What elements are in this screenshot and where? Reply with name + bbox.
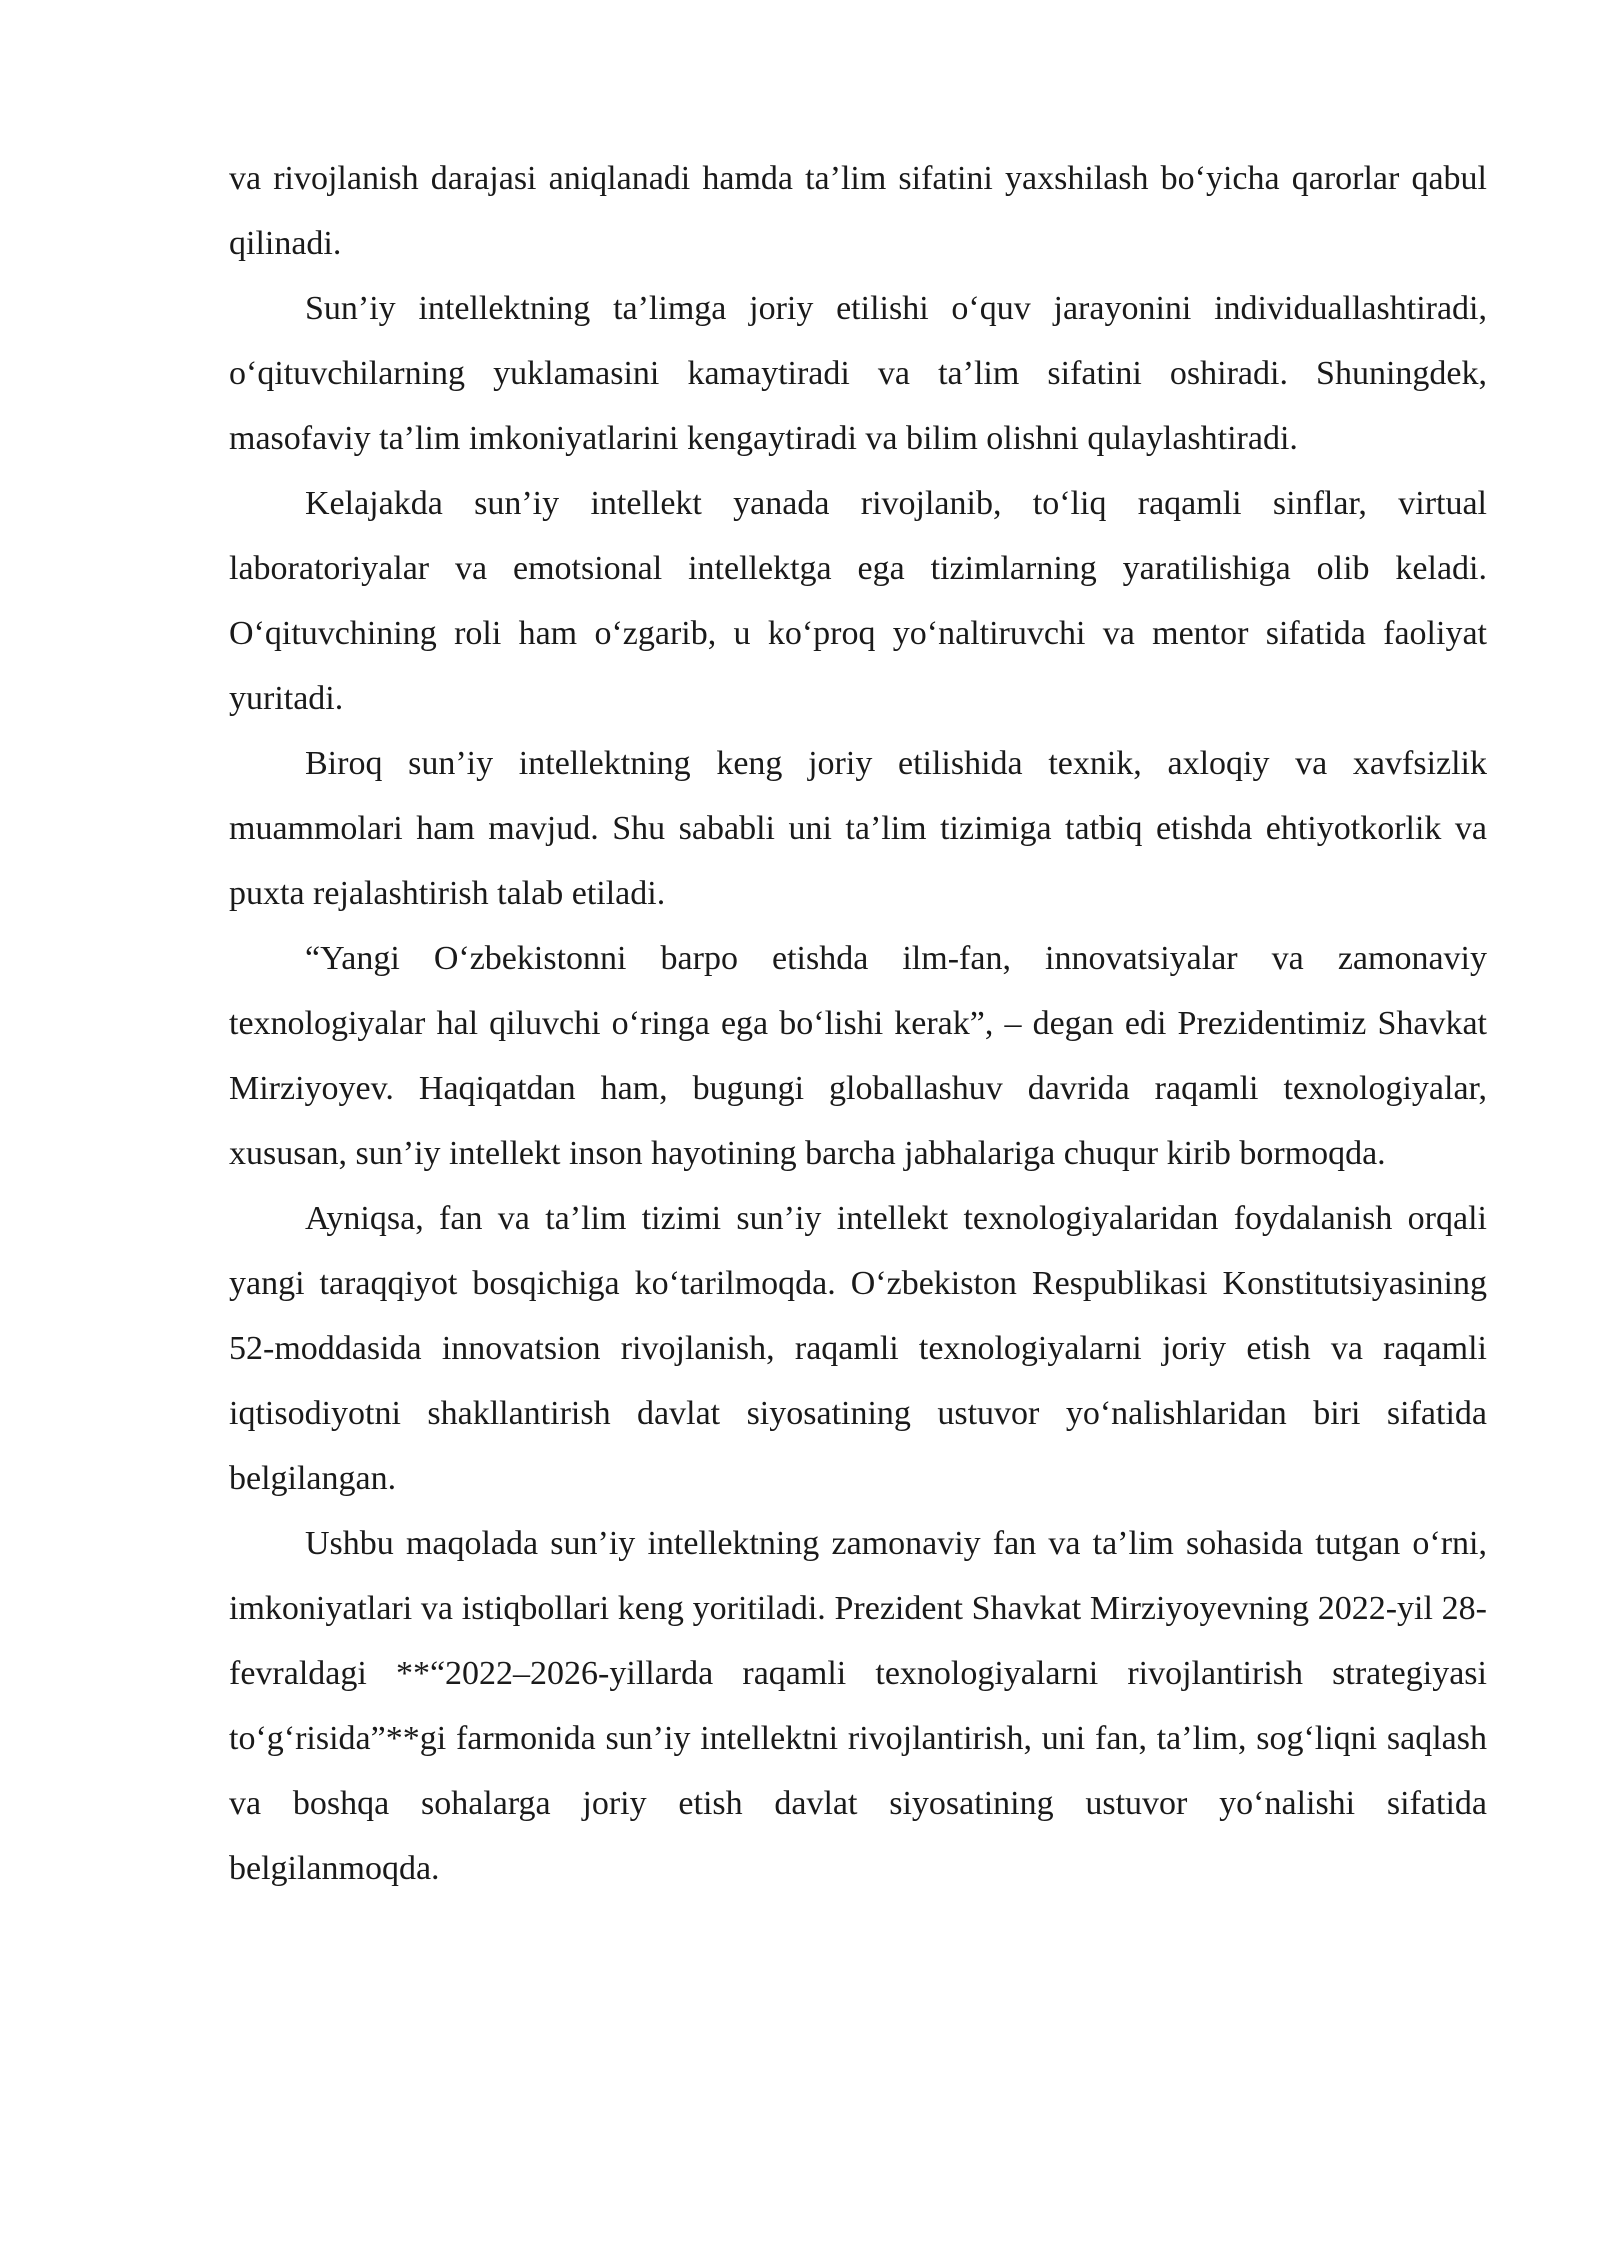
paragraph-president-quote: “Yangi O‘zbekistonni barpo etishda ilm-fan, innovatsiyalar va zamonaviy texnologiyalar hal qiluvchi o‘ringa ega bo‘lishi kerak”, – degan edi Prezidentimiz Shavkat Mirziyoyev. Haqiqatdan ham, bugungi globallashuv davrida raqamli texnologiyalar, xususan, sun’iy intellekt inson hayotining barcha jabhalariga chuqur kirib bormoqda.: [229, 940, 1487, 1172]
document-body: [229, 146, 1487, 1901]
paragraph-future-of-ai: Kelajakda sun’iy intellekt yanada rivojlanib, to‘liq raqamli sinflar, virtual laboratoriyalar va emotsional intellektga ega tizimlarning yaratilishiga olib keladi. O‘qituvchining roli ham o‘zgarib, u ko‘proq yo‘naltiruvchi va mentor sifatida faoliyat yuritadi.: [229, 485, 1487, 717]
paragraph-ai-in-education-benefits: Sun’iy intellektning ta’limga joriy etilishi o‘quv jarayonini individuallashtiradi, o‘qituvchilarning yuklamasini kamaytiradi va ta’lim sifatini oshiradi. Shuningdek, masofaviy ta’lim imkoniyatlarini kengaytiradi va bilim olishni qulaylashtiradi.: [229, 290, 1487, 457]
paragraph-ai-challenges: Biroq sun’iy intellektning keng joriy etilishida texnik, axloqiy va xavfsizlik muammolari ham mavjud. Shu sababli uni ta’lim tizimiga tatbiq etishda ehtiyotkorlik va puxta rejalashtirish talab etiladi.: [229, 745, 1487, 912]
paragraph-article-scope: Ushbu maqolada sun’iy intellektning zamonaviy fan va ta’lim sohasida tutgan o‘rni, imkoniyatlari va istiqbollari keng yoritiladi. Prezident Shavkat Mirziyoyevning 2022-yil 28-fevraldagi **“2022–2026-yillarda raqamli texnologiyalarni rivojlantirish strategiyasi to‘g‘risida”**gi farmonida sun’iy intellektni rivojlantirish, uni fan, ta’lim, sog‘liqni saqlash va boshqa sohalarga joriy etish davlat siyosatining ustuvor yo‘nalishi sifatida belgilanmoqda.: [229, 1525, 1487, 1887]
paragraph-continuation: va rivojlanish darajasi aniqlanadi hamda ta’lim sifatini yaxshilash bo‘yicha qarorlar qabul qilinadi.: [229, 160, 1487, 262]
paragraph-constitution: Ayniqsa, fan va ta’lim tizimi sun’iy intellekt texnologiyalaridan foydalanish orqali yangi taraqqiyot bosqichiga ko‘tarilmoqda. O‘zbekiston Respublikasi Konstitutsiyasining 52-moddasida innovatsion rivojlanish, raqamli texnologiyalarni joriy etish va raqamli iqtisodiyotni shakllantirish davlat siyosatining ustuvor yo‘nalishlaridan biri sifatida belgilangan.: [229, 1200, 1487, 1497]
